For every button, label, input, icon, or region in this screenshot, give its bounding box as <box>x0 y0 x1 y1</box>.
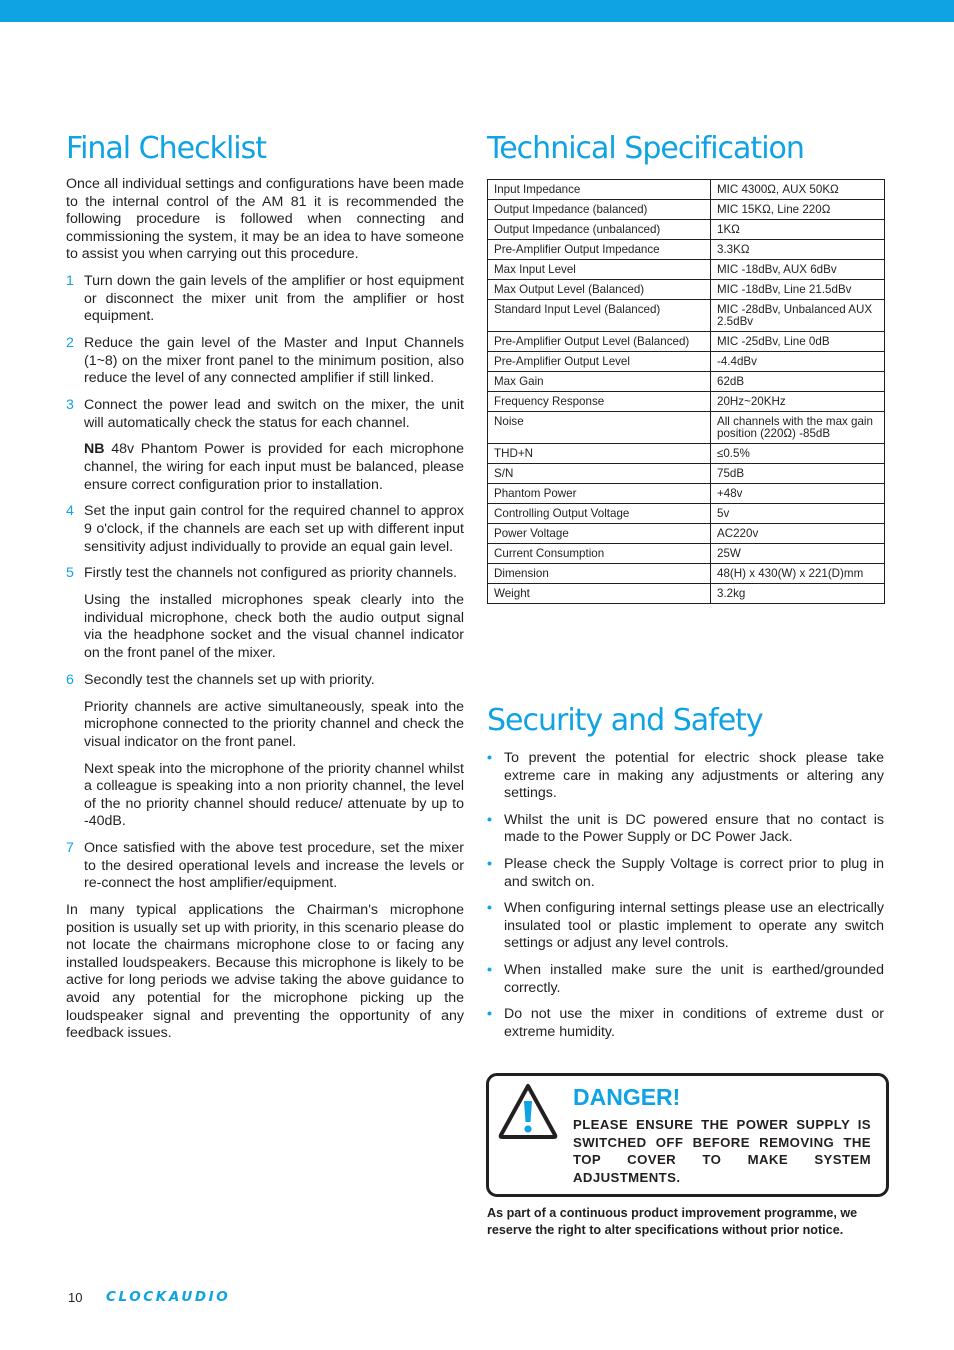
spec-key: Pre-Amplifier Output Level <box>488 352 711 372</box>
spec-key: Power Voltage <box>488 524 711 544</box>
checklist-title: Final Checklist <box>66 131 267 166</box>
spec-value: 75dB <box>711 464 885 484</box>
spec-key: Dimension <box>488 564 711 584</box>
spec-row <box>488 332 885 352</box>
spec-key: Current Consumption <box>488 544 711 564</box>
safety-item-text: When configuring internal settings please use an electrically insulated tool or plastic implement to operate any switch settings or adjust any level controls. <box>504 900 884 952</box>
step-text: Turn down the gain levels of the amplifier or host equipment or disconnect the mixer unit from the amplifier or host equipment. <box>84 273 464 325</box>
step-text: Secondly test the channels set up with priority. <box>84 671 375 688</box>
spec-key: Max Gain <box>488 372 711 392</box>
step-5-detail: Using the installed microphones speak clearly into the individual microphone, check both the audio output signal via the headphone socket and the visual channel indicator on the front panel of the mixer. <box>84 592 464 661</box>
step-number: 3 <box>66 397 74 414</box>
spec-key: S/N <box>488 464 711 484</box>
spec-value: MIC 4300Ω, AUX 50KΩ <box>711 180 885 200</box>
spec-value: 3.3KΩ <box>711 240 885 260</box>
step-number: 7 <box>66 840 74 857</box>
spec-key: Max Input Level <box>488 260 711 280</box>
danger-title: DANGER! <box>573 1084 681 1110</box>
step-text: Once satisfied with the above test procedure, set the mixer to the desired operational levels and increase the levels or re-connect the host amplifier/equipment. <box>84 840 464 892</box>
safety-item <box>487 962 884 997</box>
step-number: 1 <box>66 273 74 290</box>
spec-value: MIC 15KΩ, Line 220Ω <box>711 200 885 220</box>
step-6-detail-1: Priority channels are active simultaneously, speak into the microphone connected to the priority channel and check the visual indicator on the front panel. <box>84 698 464 750</box>
spec-key: Input Impedance <box>488 180 711 200</box>
spec-row <box>488 504 885 524</box>
spec-key: Max Output Level (Balanced) <box>488 280 711 300</box>
warning-triangle-icon <box>497 1082 559 1140</box>
safety-item <box>487 812 884 847</box>
spec-table <box>487 179 885 604</box>
spec-key: Standard Input Level (Balanced) <box>488 300 711 332</box>
step-number: 5 <box>66 565 74 582</box>
spec-row <box>488 352 885 372</box>
spec-value: 48(H) x 430(W) x 221(D)mm <box>711 564 885 584</box>
spec-key: Controlling Output Voltage <box>488 504 711 524</box>
checklist-step-5 <box>66 565 464 583</box>
spec-value: MIC -28dBv, Unbalanced AUX 2.5dBv <box>711 300 885 332</box>
spec-row <box>488 544 885 564</box>
danger-message: PLEASE ENSURE THE POWER SUPPLY IS SWITCHED OFF BEFORE REMOVING THE TOP COVER TO MAKE SYSTEM ADJUSTMENTS. <box>573 1117 871 1185</box>
safety-item <box>487 1006 884 1041</box>
spec-value: 5v <box>711 504 885 524</box>
checklist-step-4 <box>66 503 464 556</box>
safety-item <box>487 856 884 891</box>
checklist-step-2 <box>66 335 464 388</box>
spec-row <box>488 240 885 260</box>
bullet-icon: • <box>487 1006 492 1023</box>
spec-key: Output Impedance (unbalanced) <box>488 220 711 240</box>
nb-text: 48v Phantom Power is provided for each microphone channel, the wiring for each input must be balanced, please ensure correct configuration prior to installation. <box>84 441 464 493</box>
clockaudio-logo: CLOCKAUDIO <box>106 1289 231 1305</box>
checklist-step-6 <box>66 672 464 690</box>
spec-row <box>488 464 885 484</box>
spec-row <box>488 392 885 412</box>
safety-item-text: To prevent the potential for electric shock please take extreme care in making any adjustments or altering any settings. <box>504 750 884 802</box>
spec-key: Pre-Amplifier Output Impedance <box>488 240 711 260</box>
step-text: Firstly test the channels not configured as priority channels. <box>84 565 458 582</box>
spec-row <box>488 300 885 332</box>
spec-value: +48v <box>711 484 885 504</box>
spec-row <box>488 444 885 464</box>
checklist-step-1 <box>66 273 464 326</box>
safety-item-text: Please check the Supply Voltage is correct prior to plug in and switch on. <box>504 855 884 890</box>
checklist-step-3 <box>66 397 464 432</box>
spec-value: 25W <box>711 544 885 564</box>
spec-row <box>488 180 885 200</box>
checklist-intro: Once all individual settings and configurations have been made to the internal control of the AM 81 it is recommended the following procedure is followed when connecting and commissioning the system, it may be an idea to have someone to assist you when carrying out this procedure. <box>66 176 464 263</box>
spec-value: MIC -18dBv, AUX 6dBv <box>711 260 885 280</box>
spec-row <box>488 220 885 240</box>
spec-value: 1KΩ <box>711 220 885 240</box>
step-number: 2 <box>66 335 74 352</box>
top-accent-bar <box>0 0 954 22</box>
bullet-icon: • <box>487 900 492 917</box>
spec-row <box>488 372 885 392</box>
checklist-outro: In many typical applications the Chairman's microphone position is usually set up with priority, in this scenario please do not locate the chairmans microphone close to or facing any installed loudspeakers. Because this microphone is likely to be active for long periods we advise taking the above guidance to avoid any potential for the microphone picking up the loudspeaker signal and preventing the opportunity of any feedback issues. <box>66 902 464 1042</box>
spec-key: Weight <box>488 584 711 604</box>
step-number: 6 <box>66 671 74 688</box>
spec-row <box>488 260 885 280</box>
spec-row <box>488 200 885 220</box>
bullet-icon: • <box>487 961 492 978</box>
safety-item-text: Whilst the unit is DC powered ensure that no contact is made to the Power Supply or DC Power Jack. <box>504 811 884 846</box>
bullet-icon: • <box>487 855 492 872</box>
nb-label: NB <box>84 441 105 458</box>
spec-key: Output Impedance (balanced) <box>488 200 711 220</box>
step-text: Connect the power lead and switch on the mixer, the unit will automatically check the status for each channel. <box>84 397 464 431</box>
step-6-detail-2: Next speak into the microphone of the priority channel whilst a colleague is speaking into a non priority channel, the level of the no priority channel should reduce/ attenuate by up to -40dB. <box>84 760 464 830</box>
spec-row <box>488 412 885 444</box>
safety-item <box>487 900 884 953</box>
spec-value: MIC -25dBv, Line 0dB <box>711 332 885 352</box>
step-number: 4 <box>66 503 74 520</box>
spec-value: 3.2kg <box>711 584 885 604</box>
improvement-notice: As part of a continuous product improvement programme, we reserve the right to alter specifications without prior notice. <box>487 1206 858 1237</box>
safety-item <box>487 750 884 803</box>
safety-item-text: When installed make sure the unit is earthed/grounded correctly. <box>504 961 884 996</box>
safety-list <box>487 750 884 1050</box>
spec-value: 20Hz~20KHz <box>711 392 885 412</box>
spec-row <box>488 564 885 584</box>
page-number: 10 <box>68 1290 83 1305</box>
spec-value: 62dB <box>711 372 885 392</box>
checklist-step-7 <box>66 840 464 893</box>
bullet-icon: • <box>487 750 492 766</box>
spec-row <box>488 584 885 604</box>
spec-key: THD+N <box>488 444 711 464</box>
spec-value: MIC -18dBv, Line 21.5dBv <box>711 280 885 300</box>
spec-key: Noise <box>488 412 711 444</box>
spec-row <box>488 524 885 544</box>
spec-value: ≤0.5% <box>711 444 885 464</box>
spec-row <box>488 484 885 504</box>
bullet-icon: • <box>487 811 492 828</box>
phantom-power-note <box>66 441 464 494</box>
safety-title: Security and Safety <box>487 703 763 738</box>
spec-key: Frequency Response <box>488 392 711 412</box>
spec-value: -4.4dBv <box>711 352 885 372</box>
spec-key: Phantom Power <box>488 484 711 504</box>
spec-row <box>488 280 885 300</box>
checklist-body <box>66 176 464 1052</box>
step-text: Reduce the gain level of the Master and Input Channels (1~8) on the mixer front panel to the minimum position, also reduce the level of any connected amplifier if still linked. <box>84 335 464 387</box>
spec-title: Technical Specification <box>487 131 804 166</box>
safety-item-text: Do not use the mixer in conditions of extreme dust or extreme humidity. <box>504 1006 884 1040</box>
danger-box <box>486 1073 889 1197</box>
spec-key: Pre-Amplifier Output Level (Balanced) <box>488 332 711 352</box>
spec-value: All channels with the max gain position (220Ω) -85dB <box>711 412 885 444</box>
spec-value: AC220v <box>711 524 885 544</box>
step-text: Set the input gain control for the required channel to approx 9 o'clock, if the channels are each set up with different input sensitivity adjust individually to provide an equal gain level. <box>84 503 464 555</box>
